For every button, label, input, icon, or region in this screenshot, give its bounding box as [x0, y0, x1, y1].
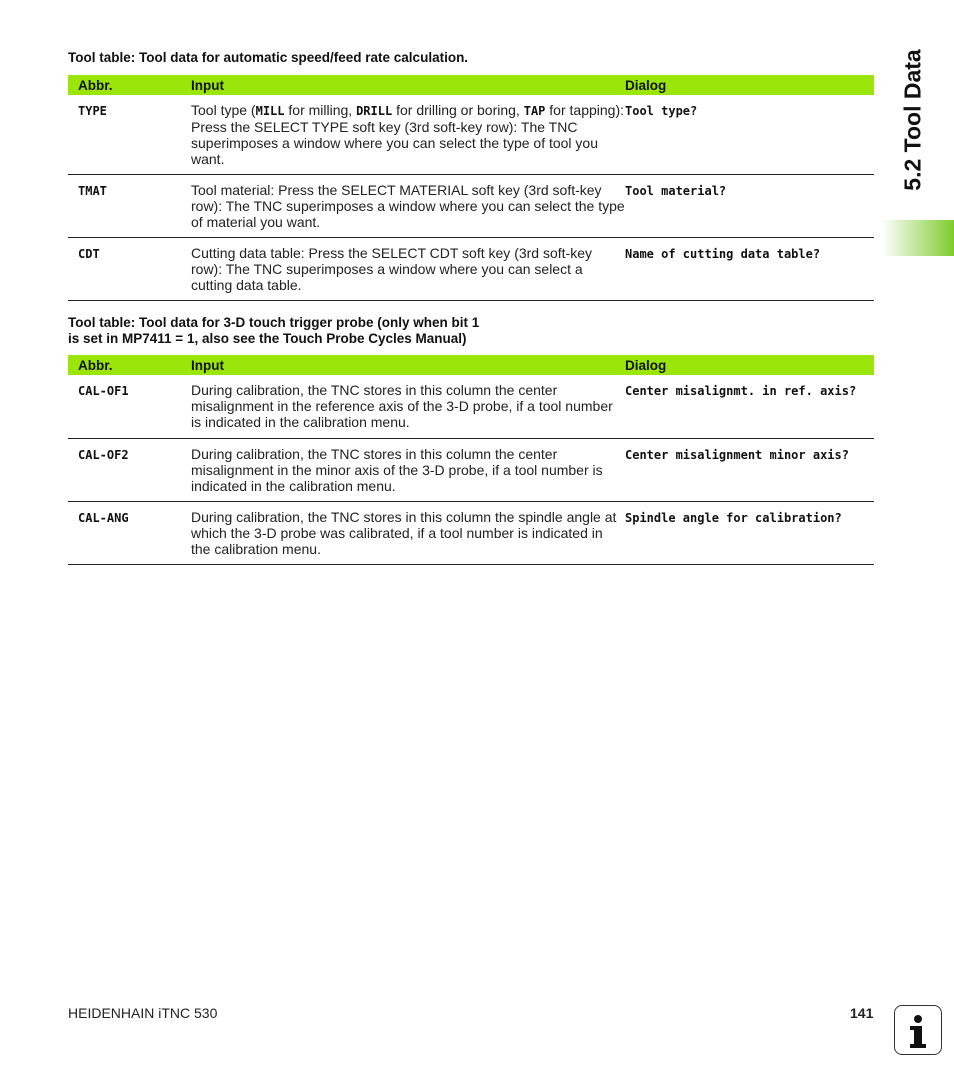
table-row — [68, 238, 874, 301]
input-desc: During calibration, the TNC stores in this column the center misalignment in the reference axis of the 3-D probe, if a tool number is indicated in the calibration menu. — [191, 375, 625, 438]
abbr: CAL-OF2 — [78, 447, 129, 462]
table-row — [68, 95, 874, 175]
header-dialog: Dialog — [625, 355, 874, 375]
header-dialog: Dialog — [625, 75, 874, 95]
page-number: 141 — [850, 1005, 874, 1021]
table-tool-speed-feed — [68, 75, 874, 301]
chapter-side-tab: 5.2 Tool Data — [899, 49, 926, 191]
abbr: CDT — [78, 247, 100, 261]
header-abbr: Abbr. — [68, 355, 191, 375]
table-row — [68, 175, 874, 238]
abbr: TMAT — [78, 184, 107, 198]
input-desc: Tool type (MILL for milling, DRILL for drilling or boring, TAP for tapping): Press the SELECT TYPE soft key (3rd soft-key row): The TNC superimposes a window where you can select the type of tool you want. — [191, 95, 625, 175]
dialog: Center misalignment minor axis? — [625, 447, 849, 462]
header-input: Input — [191, 355, 625, 375]
abbr: CAL-OF1 — [78, 384, 129, 398]
dialog: Tool type? — [625, 104, 698, 118]
header-abbr: Abbr. — [68, 75, 191, 95]
table-row — [68, 501, 874, 564]
table2-title: Tool table: Tool data for 3-D touch trigger probe (only when bit 1 is set in MP7411 = 1, also see the Touch Probe Cycles Manual) — [68, 315, 480, 346]
dialog: Name of cutting data table? — [625, 247, 821, 261]
dialog: Center misalignmt. in ref. axis? — [625, 384, 857, 398]
header-input: Input — [191, 75, 625, 95]
input-desc: Tool material: Press the SELECT MATERIAL soft key (3rd soft-key row): The TNC superimposes a window where you can select the type of material you want. — [191, 175, 625, 238]
dialog: Spindle angle for calibration? — [625, 510, 842, 525]
input-desc: Cutting data table: Press the SELECT CDT soft key (3rd soft-key row): The TNC superimposes a window where you can select a cutting data table. — [191, 238, 625, 301]
input-desc: During calibration, the TNC stores in this column the spindle angle at which the 3-D probe was calibrated, if a tool number is indicated in the calibration menu. — [191, 501, 625, 564]
table-header — [68, 75, 874, 95]
table-header — [68, 355, 874, 375]
chapter-marker — [882, 220, 954, 256]
info-icon — [894, 1005, 942, 1055]
input-desc: During calibration, the TNC stores in this column the center misalignment in the minor axis of the 3-D probe, if a tool number is indicated in the calibration menu. — [191, 438, 625, 501]
table-row — [68, 375, 874, 438]
table-touch-probe — [68, 355, 874, 565]
table-row — [68, 438, 874, 501]
table1-title: Tool table: Tool data for automatic speed/feed rate calculation. — [68, 50, 469, 65]
abbr: CAL-ANG — [78, 510, 129, 525]
footer-text: HEIDENHAIN iTNC 530 — [68, 1005, 218, 1021]
dialog: Tool material? — [625, 184, 727, 198]
abbr: TYPE — [78, 104, 107, 118]
